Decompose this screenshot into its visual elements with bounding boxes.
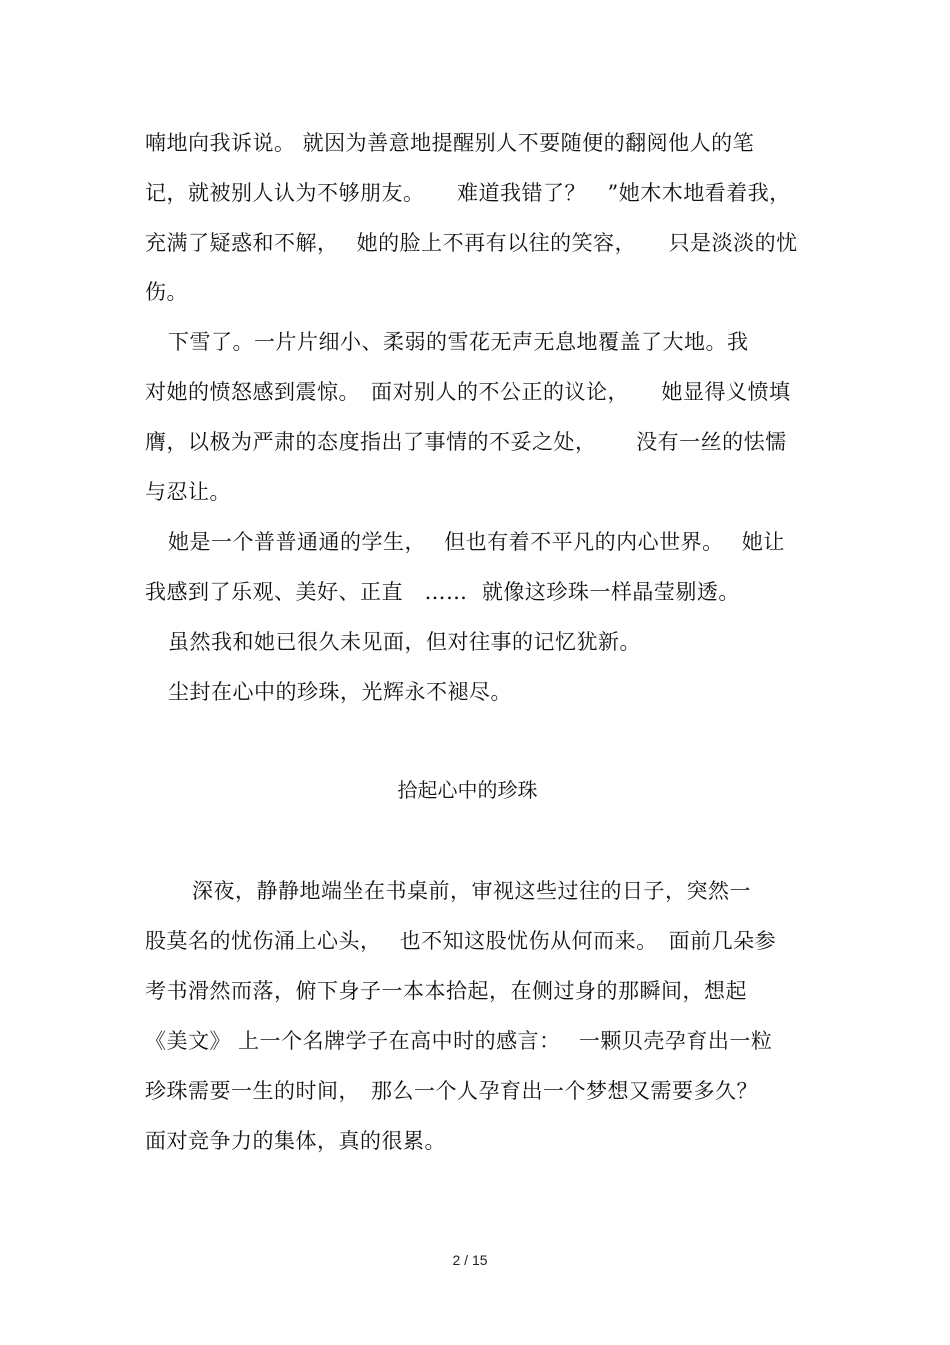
paragraph-line: 对她的愤怒感到震惊。 面对别人的不公正的议论， 她显得义愤填 (145, 380, 791, 404)
paragraph-line: 股莫名的忧伤涌上心头， 也不知这股忧伤从何而来。 面前几朵参 (145, 929, 777, 953)
paragraph-line: 虽然我和她已很久未见面，但对往事的记忆犹新。 (168, 630, 641, 654)
paragraph-line: 她是一个普普通通的学生， 但也有着不平凡的内心世界。 她让 (168, 530, 785, 554)
paragraph-line: 我感到了乐观、美好、正直 …… 就像这珍珠一样晶莹剔透。 (145, 580, 740, 604)
paragraph-line: 与忍让。 (145, 480, 231, 504)
paragraph-line: 考书滑然而落，俯下身子一本本拾起，在侧过身的那瞬间，想起 (145, 979, 747, 1003)
paragraph-line: 面对竞争力的集体，真的很累。 (145, 1129, 446, 1153)
paragraph-line: 尘封在心中的珍珠，光辉永不褪尽。 (168, 680, 512, 704)
paragraph-line: 喃地向我诉说。 就因为善意地提醒别人不要随便的翻阅他人的笔 (145, 131, 755, 155)
paragraph-line: 深夜，静静地端坐在书桌前，审视这些过往的日子，突然一 (192, 879, 751, 903)
section-title: 拾起心中的珍珠 (397, 778, 538, 802)
paragraph-line: 充满了疑惑和不解， 她的脸上不再有以往的笑容， 只是淡淡的忧 (145, 231, 798, 255)
paragraph-line: 下雪了。一片片细小、柔弱的雪花无声无息地覆盖了大地。我 (168, 330, 749, 354)
paragraph-line: 记，就被别人认为不够朋友。 难道我错了？ ”她木木地看着我， (145, 181, 791, 205)
paragraph-line: 珍珠需要一生的时间， 那么一个人孕育出一个梦想又需要多久？ (145, 1079, 758, 1103)
page-number: 2 / 15 (452, 1252, 488, 1268)
paragraph-line: 膺，以极为严肃的态度指出了事情的不妥之处， 没有一丝的怯懦 (145, 430, 787, 454)
paragraph-line: 伤。 (145, 280, 188, 304)
paragraph-line: 《美文》 上一个名牌学子在高中时的感言： 一颗贝壳孕育出一粒 (145, 1029, 773, 1053)
